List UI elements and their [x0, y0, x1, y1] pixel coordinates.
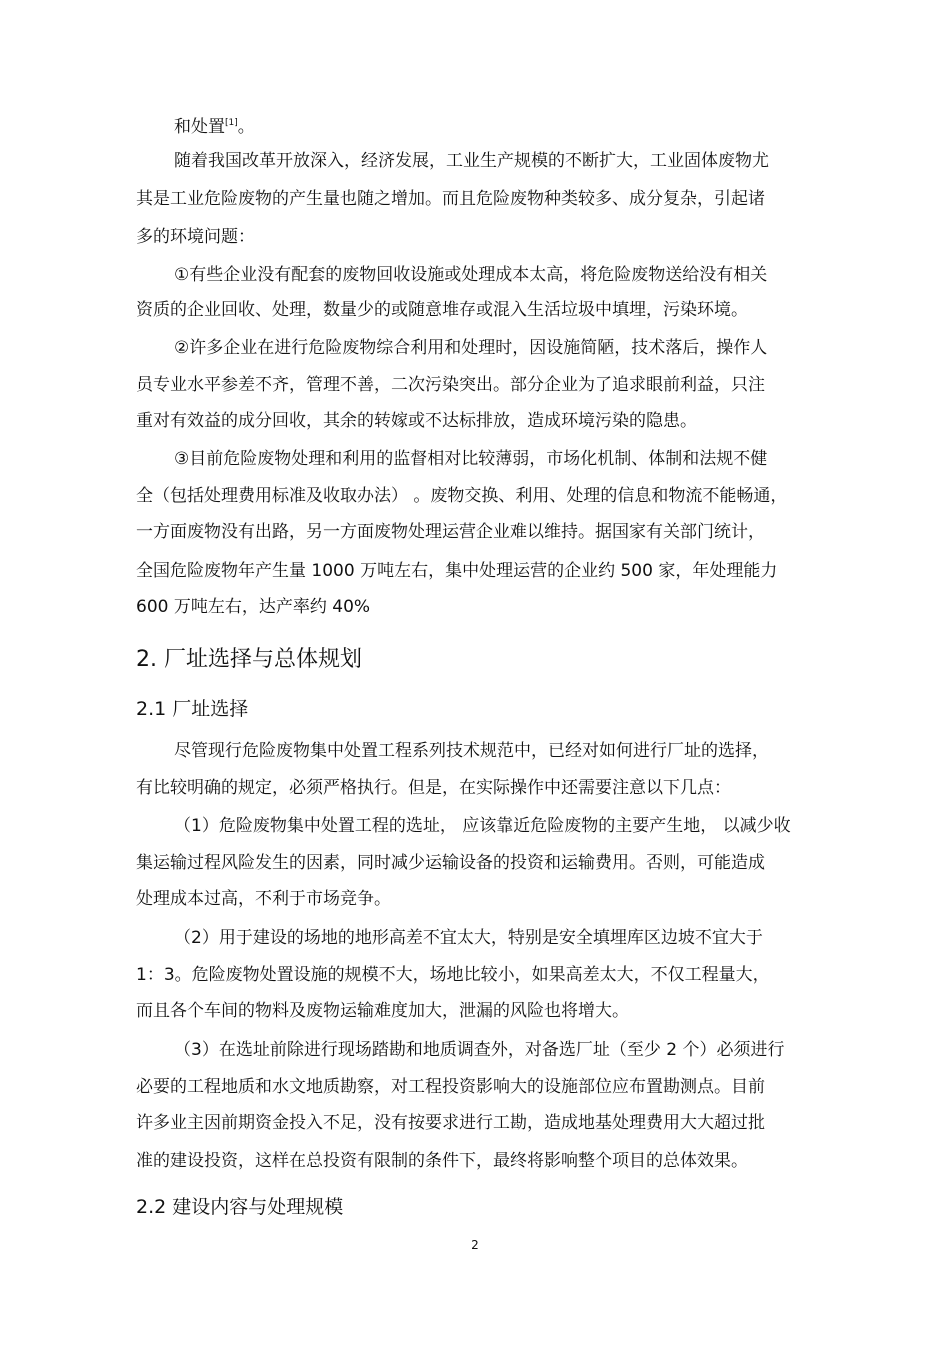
- text-line: 其是工业危险废物的产生量也随之增加。而且危险废物种类较多、成分复杂，引起诸: [136, 189, 765, 209]
- text-line: 有比较明确的规定，必须严格执行。但是，在实际操作中还需要注意以下几点：: [136, 778, 731, 798]
- text-line: 尽管现行危险废物集中处置工程系列技术规范中，已经对如何进行厂址的选择，: [174, 741, 769, 761]
- text-line: 员专业水平参差不齐，管理不善，二次污染突出。部分企业为了追求眼前利益，只注: [136, 375, 765, 395]
- text-line: 集运输过程风险发生的因素，同时减少运输设备的投资和运输费用。否则，可能造成: [136, 853, 765, 873]
- text-line: （3）在选址前除进行现场踏勘和地质调查外，对备选厂址（至少 2 个）必须进行: [174, 1040, 785, 1060]
- citation-marker: [1]: [225, 118, 238, 128]
- text-span: 和处置: [174, 117, 225, 137]
- text-line: 而且各个车间的物料及废物运输难度加大，泄漏的风险也将增大。: [136, 1001, 629, 1021]
- text-line: ②许多企业在进行危险废物综合利用和处理时，因设施简陋，技术落后，操作人: [174, 338, 768, 358]
- subsection-heading: 2.1 厂址选择: [136, 698, 249, 720]
- text-line: [174, 112, 894, 138]
- text-line: 1：3。危险废物处置设施的规模不大，场地比较小，如果高差太大，不仅工程量大，: [136, 965, 770, 985]
- text-line: ①有些企业没有配套的废物回收设施或处理成本太高，将危险废物送给没有相关: [174, 265, 768, 285]
- text-span: 。: [237, 117, 255, 137]
- text-line: 重对有效益的成分回收，其余的转嫁或不达标排放，造成环境污染的隐患。: [136, 411, 697, 431]
- section-heading: 2. 厂址选择与总体规划: [136, 647, 362, 672]
- text-line: 全国危险废物年产生量 1000 万吨左右，集中处理运营的企业约 500 家，年处理能力: [136, 561, 778, 581]
- text-line: 处理成本过高，不利于市场竞争。: [136, 889, 391, 909]
- text-line: 资质的企业回收、处理，数量少的或随意堆存或混入生活垃圾中填埋，污染环境。: [136, 300, 748, 320]
- subsection-heading: 2.2 建设内容与处理规模: [136, 1196, 344, 1218]
- text-line: 一方面废物没有出路，另一方面废物处理运营企业难以维持。据国家有关部门统计，: [136, 522, 765, 542]
- text-line: 600 万吨左右，达产率约 40%: [136, 597, 371, 617]
- text-line: 必要的工程地质和水文地质勘察，对工程投资影响大的设施部位应布置勘测点。目前: [136, 1077, 765, 1097]
- text-line: （1）危险废物集中处置工程的选址， 应该靠近危险废物的主要产生地， 以减少收: [174, 816, 791, 836]
- text-line: 许多业主因前期资金投入不足，没有按要求进行工勘，造成地基处理费用大大超过批: [136, 1113, 765, 1133]
- text-line: 随着我国改革开放深入，经济发展，工业生产规模的不断扩大，工业固体废物尤: [174, 151, 769, 171]
- text-line: 准的建设投资，这样在总投资有限制的条件下，最终将影响整个项目的总体效果。: [136, 1151, 748, 1171]
- text-line: （2）用于建设的场地的地形高差不宜太大，特别是安全填埋库区边坡不宜大于: [174, 928, 763, 948]
- text-line: 全（包括处理费用标准及收取办法） 。废物交换、利用、处理的信息和物流不能畅通，: [136, 486, 788, 506]
- text-line: ③目前危险废物处理和利用的监督相对比较薄弱，市场化机制、体制和法规不健: [174, 449, 768, 469]
- text-line: 多的环境问题：: [136, 227, 255, 247]
- page-number: 2: [471, 1238, 479, 1252]
